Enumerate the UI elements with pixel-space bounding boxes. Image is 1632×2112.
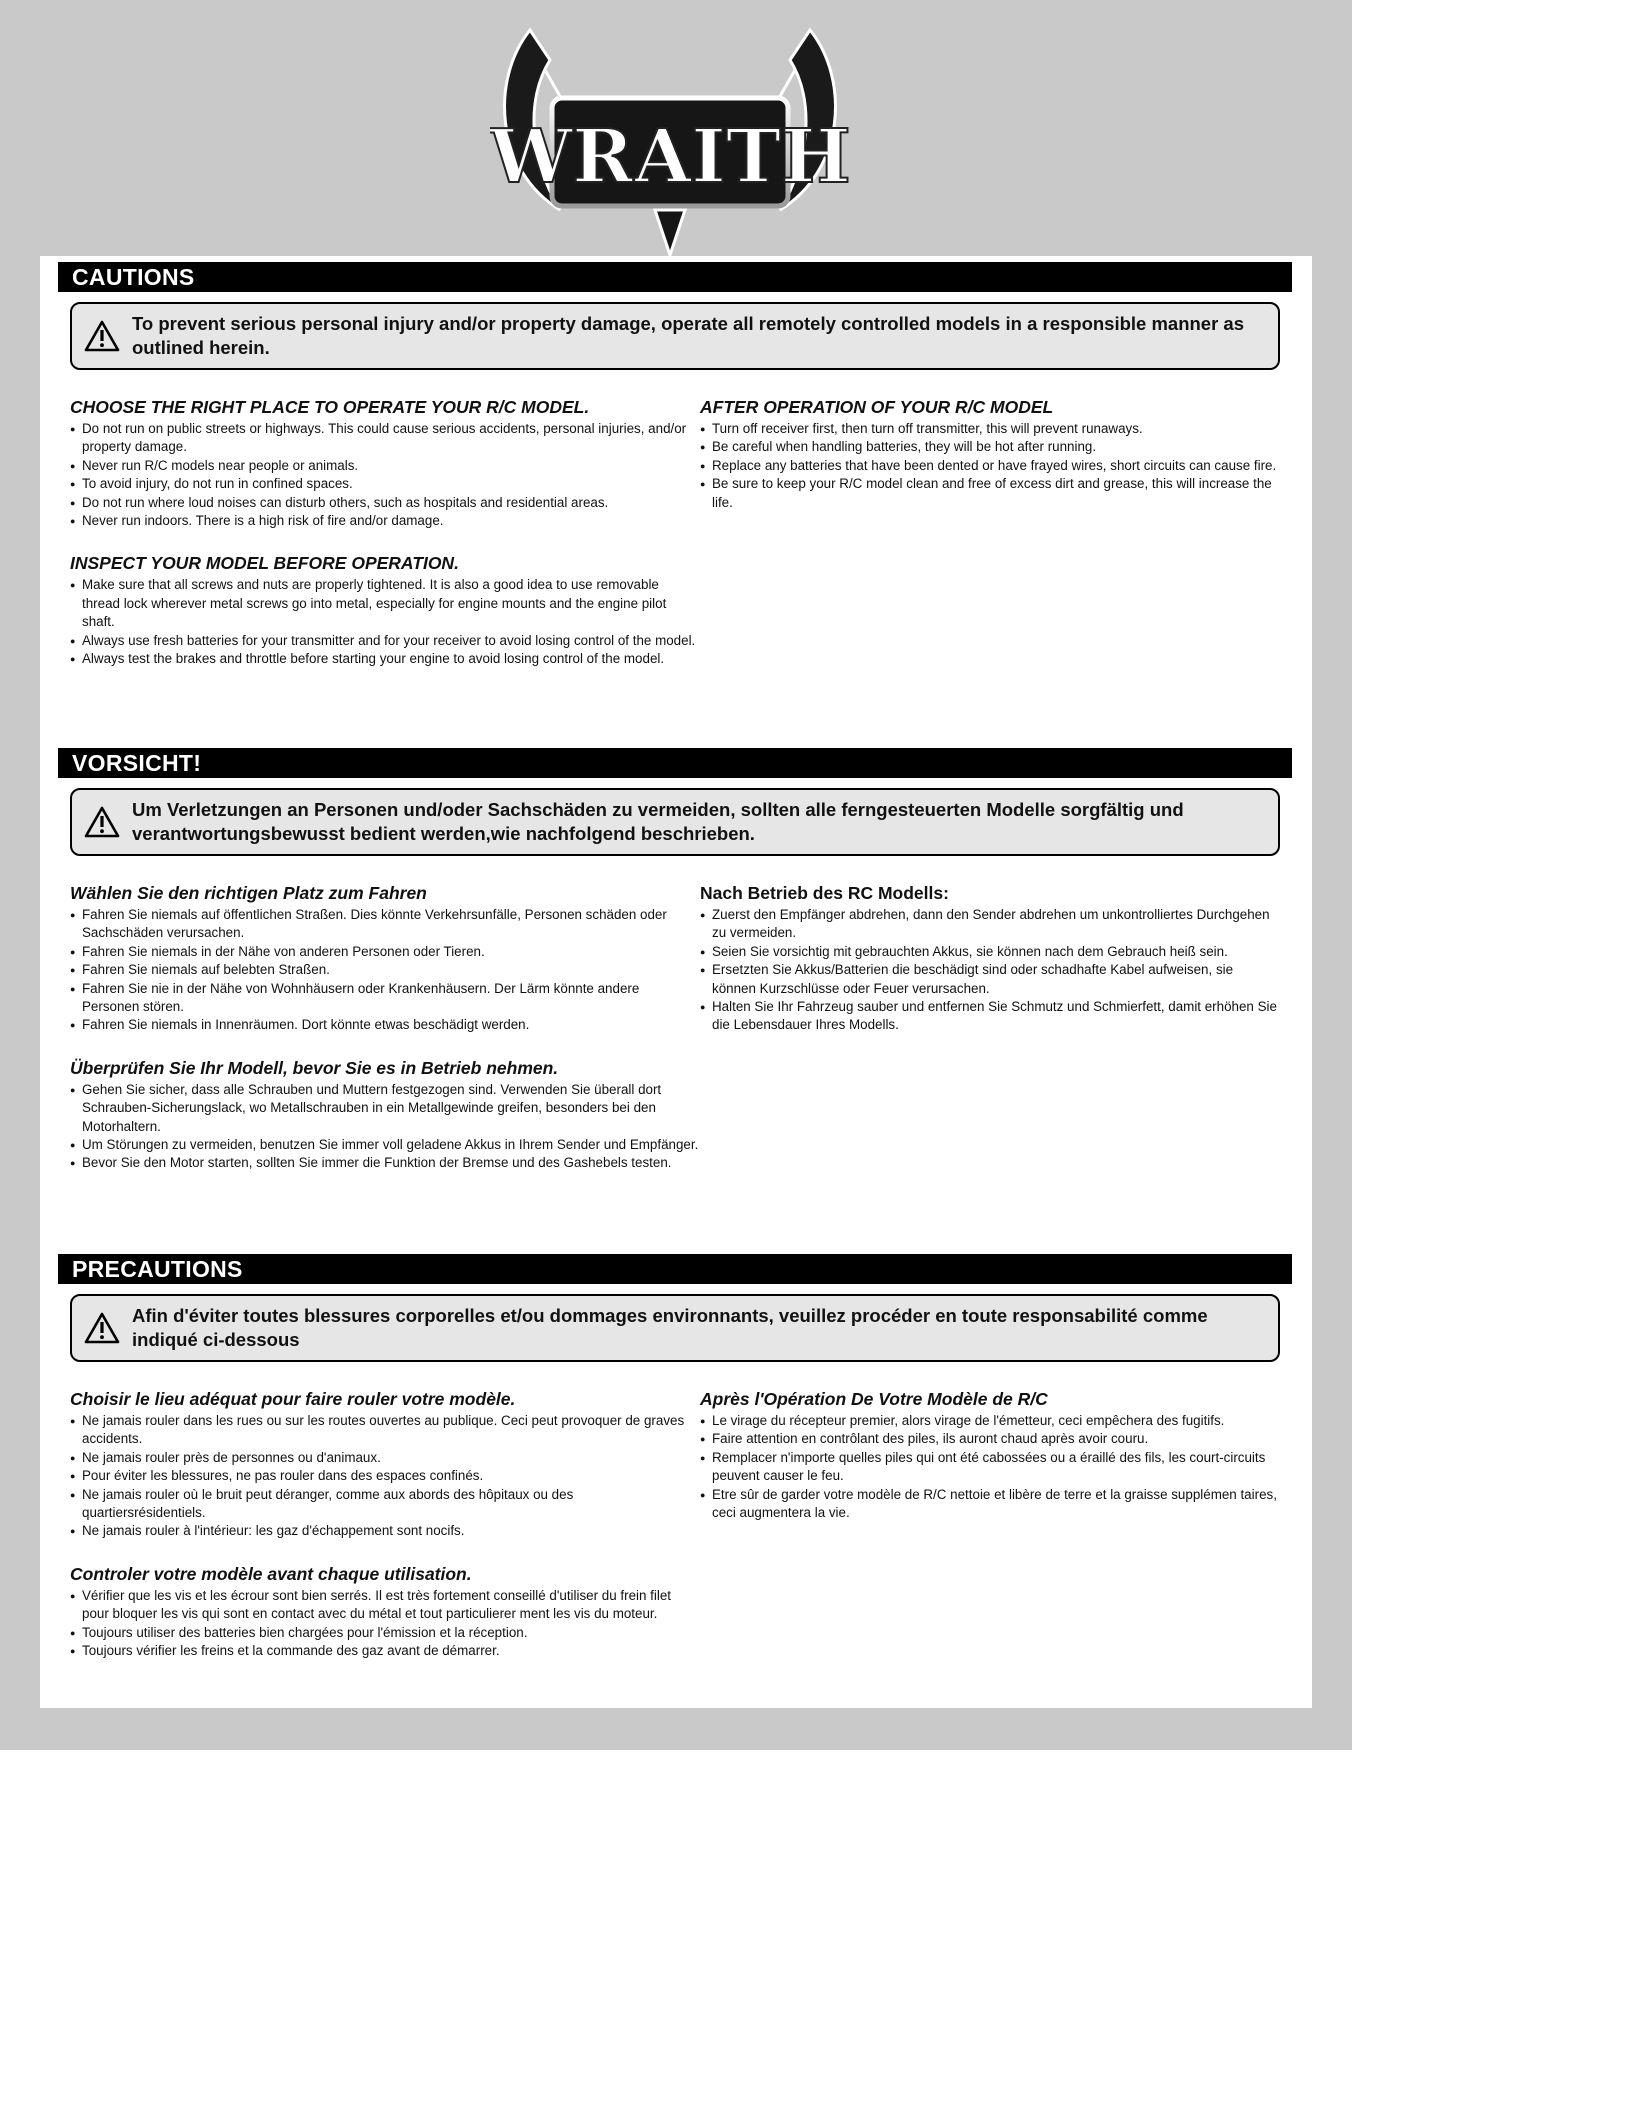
instruction-group (70, 1388, 700, 1541)
bullet-item: ● Halten Sie Ihr Fahrzeug sauber und entfernen Sie Schmutz und Schmierfett, damit erhöhen Sie die Lebensdauer Ihres Modells. (700, 998, 1280, 1035)
bullet-list (70, 1587, 700, 1661)
left-column (70, 882, 700, 1173)
warning-text: Afin d'éviter toutes blessures corporelles et/ou dommages environnants, veuillez procéder en toute responsabilité comme indiqué ci-dessous (132, 1305, 1208, 1350)
bullet-item: ● Le virage du récepteur premier, alors virage de l'émetteur, ceci empêchera des fugitifs. (700, 1412, 1280, 1430)
bullet-item: ● Replace any batteries that have been dented or have frayed wires, short circuits can cause fire. (700, 457, 1280, 475)
bullet-item: ● Be sure to keep your R/C model clean and free of excess dirt and grease, this will increase the life. (700, 475, 1280, 512)
bullet-item: ● Never run indoors. There is a high risk of fire and/or damage. (70, 512, 700, 530)
instruction-group (70, 1563, 700, 1661)
cautions-sheet (40, 256, 1312, 1708)
bullet-list (70, 906, 700, 1035)
vorsicht-columns (58, 882, 1292, 1173)
bullet-item: ● Ne jamais rouler près de personnes ou d'animaux. (70, 1449, 700, 1467)
bullet-item: ● Turn off receiver first, then turn off transmitter, this will prevent runaways. (700, 420, 1280, 438)
left-column (70, 396, 700, 668)
bullet-item: ● Ne jamais rouler où le bruit peut déranger, comme aux abords des hôpitaux ou des quartiersrésidentiels. (70, 1486, 700, 1523)
instruction-group (70, 552, 700, 668)
right-column (700, 1388, 1280, 1660)
bullet-item: ● Always use fresh batteries for your transmitter and for your receiver to avoid losing control of the model. (70, 632, 700, 650)
section-title: VORSICHT! (58, 748, 1292, 778)
precautions-columns (58, 1388, 1292, 1660)
warning-triangle-icon (84, 806, 120, 838)
bullet-item: ● Ersetzten Sie Akkus/Batterien die beschädigt sind oder schadhafte Kabel aufweisen, sie können Kurzschlüsse oder Feuer verursachen. (700, 961, 1280, 998)
bullet-item: ● To avoid injury, do not run in confined spaces. (70, 475, 700, 493)
bullet-list (70, 1081, 700, 1173)
bullet-item: ● Bevor Sie den Motor starten, sollten Sie immer die Funktion der Bremse und des Gashebels testen. (70, 1154, 700, 1172)
group-heading: Après l'Opération De Votre Modèle de R/C (700, 1389, 1048, 1409)
logo-wordmark: WRAITH (490, 114, 850, 200)
bullet-item: ● Make sure that all screws and nuts are properly tightened. It is also a good idea to use removable thread lock wherever metal screws go into metal, especially for engine mounts and the engine pilot shaft. (70, 576, 700, 631)
bullet-item: ● Fahren Sie niemals in der Nähe von anderen Personen oder Tieren. (70, 943, 700, 961)
bullet-item: ● Vérifier que les vis et les écrour sont bien serrés. Il est très fortement conseillé d'utiliser du frein filet pour bloquer les vis qui sont en contact avec du métal et tout particulierer ment les vis du moteur. (70, 1587, 700, 1624)
bullet-list (70, 1412, 700, 1541)
group-heading: INSPECT YOUR MODEL BEFORE OPERATION. (70, 553, 459, 574)
section-precautions-fr (58, 1254, 1292, 1660)
bullet-item: ● Do not run where loud noises can disturb others, such as hospitals and residential areas. (70, 494, 700, 512)
bullet-item: ● Fahren Sie nie in der Nähe von Wohnhäusern oder Krankenhäusern. Der Lärm könnte andere Personen stören. (70, 980, 700, 1017)
bullet-item: ● Faire attention en contrôlant des piles, ils auront chaud après avoir couru. (700, 1430, 1280, 1448)
bullet-item: ● Do not run on public streets or highways. This could cause serious accidents, personal injuries, and/or property damage. (70, 420, 700, 457)
bullet-list (700, 906, 1280, 1035)
warning-triangle-icon (84, 1312, 120, 1344)
bullet-item: ● Seien Sie vorsichtig mit gebrauchten Akkus, sie können nach dem Gebrauch heiß sein. (700, 943, 1280, 961)
bullet-item: ● Ne jamais rouler dans les rues ou sur les routes ouvertes au publique. Ceci peut provoquer de graves accidents. (70, 1412, 700, 1449)
bullet-list (70, 576, 700, 668)
bullet-item: ● Be careful when handling batteries, they will be hot after running. (700, 438, 1280, 456)
warning-triangle-icon (84, 320, 120, 352)
bullet-item: ● Fahren Sie niemals auf öffentlichen Straßen. Dies könnte Verkehrsunfälle, Personen schäden oder Sachschäden verursachen. (70, 906, 700, 943)
group-heading: Choisir le lieu adéquat pour faire rouler votre modèle. (70, 1389, 516, 1409)
cautions-columns (58, 396, 1292, 668)
instruction-group (70, 396, 700, 530)
right-column (700, 396, 1280, 668)
group-heading: Nach Betrieb des RC Modells: (700, 883, 949, 903)
warning-notice (70, 788, 1280, 856)
bullet-item: ● Fahren Sie niemals auf belebten Straßen. (70, 961, 700, 979)
section-title: CAUTIONS (58, 262, 1292, 292)
section-title: PRECAUTIONS (58, 1254, 1292, 1284)
bullet-list (700, 420, 1280, 512)
bullet-list (70, 420, 700, 530)
bullet-item: ● Toujours utiliser des batteries bien chargées pour l'émission et la réception. (70, 1624, 700, 1642)
bullet-item: ● Never run R/C models near people or animals. (70, 457, 700, 475)
section-vorsicht-de (58, 748, 1292, 1173)
instruction-group (70, 882, 700, 1035)
group-heading: CHOOSE THE RIGHT PLACE TO OPERATE YOUR R/C MODEL. (70, 397, 590, 417)
instruction-group (700, 396, 1280, 512)
bullet-list (700, 1412, 1280, 1522)
bullet-item: ● Remplacer n'importe quelles piles qui ont été cabossées ou a éraillé des fils, les court-circuits peuvent causer le feu. (700, 1449, 1280, 1486)
warning-text: To prevent serious personal injury and/or property damage, operate all remotely controlled models in a responsible manner as outlined herein. (132, 313, 1245, 358)
left-column (70, 1388, 700, 1660)
bullet-item: ● Um Störungen zu vermeiden, benutzen Sie immer voll geladene Akkus in Ihrem Sender und Empfänger. (70, 1136, 700, 1154)
group-heading: Überprüfen Sie Ihr Modell, bevor Sie es in Betrieb nehmen. (70, 1057, 559, 1078)
bullet-item: ● Gehen Sie sicher, dass alle Schrauben und Muttern festgezogen sind. Verwenden Sie überall dort Schrauben-Sicherungslack, wo Metallschrauben in ein Metallgewinde greifen, besonders bei den Motorhaltern. (70, 1081, 700, 1136)
group-heading: Controler votre modèle avant chaque utilisation. (70, 1563, 472, 1584)
instruction-group (70, 1057, 700, 1173)
bullet-item: ● Zuerst den Empfänger abdrehen, dann den Sender abdrehen um unkontrolliertes Durchgehen zu vermeiden. (700, 906, 1280, 943)
warning-notice (70, 302, 1280, 370)
warning-notice (70, 1294, 1280, 1362)
group-heading: Wählen Sie den richtigen Platz zum Fahren (70, 883, 427, 903)
instruction-group (700, 1388, 1280, 1522)
right-column (700, 882, 1280, 1173)
warning-text: Um Verletzungen an Personen und/oder Sachschäden zu vermeiden, sollten alle ferngesteuerten Modelle sorgfältig und verantwortungsbewusst bedient werden,wie nachfolgend beschrieben. (132, 799, 1184, 844)
bullet-item: ● Always test the brakes and throttle before starting your engine to avoid losing control of the model. (70, 650, 700, 668)
instruction-group (700, 882, 1280, 1035)
bullet-item: ● Pour éviter les blessures, ne pas rouler dans des espaces confinés. (70, 1467, 700, 1485)
group-heading: AFTER OPERATION OF YOUR R/C MODEL (700, 397, 1054, 417)
wraith-logo (490, 10, 850, 265)
bullet-item: ● Etre sûr de garder votre modèle de R/C nettoie et libère de terre et la graisse supplémen taires, ceci augmentera la vie. (700, 1486, 1280, 1523)
section-cautions-en (58, 262, 1292, 668)
bullet-item: ● Fahren Sie niemals in Innenräumen. Dort könnte etwas beschädigt werden. (70, 1016, 700, 1034)
bullet-item: ● Toujours vérifier les freins et la commande des gaz avant de démarrer. (70, 1642, 700, 1660)
bullet-item: ● Ne jamais rouler à l'intérieur: les gaz d'échappement sont nocifs. (70, 1522, 700, 1540)
